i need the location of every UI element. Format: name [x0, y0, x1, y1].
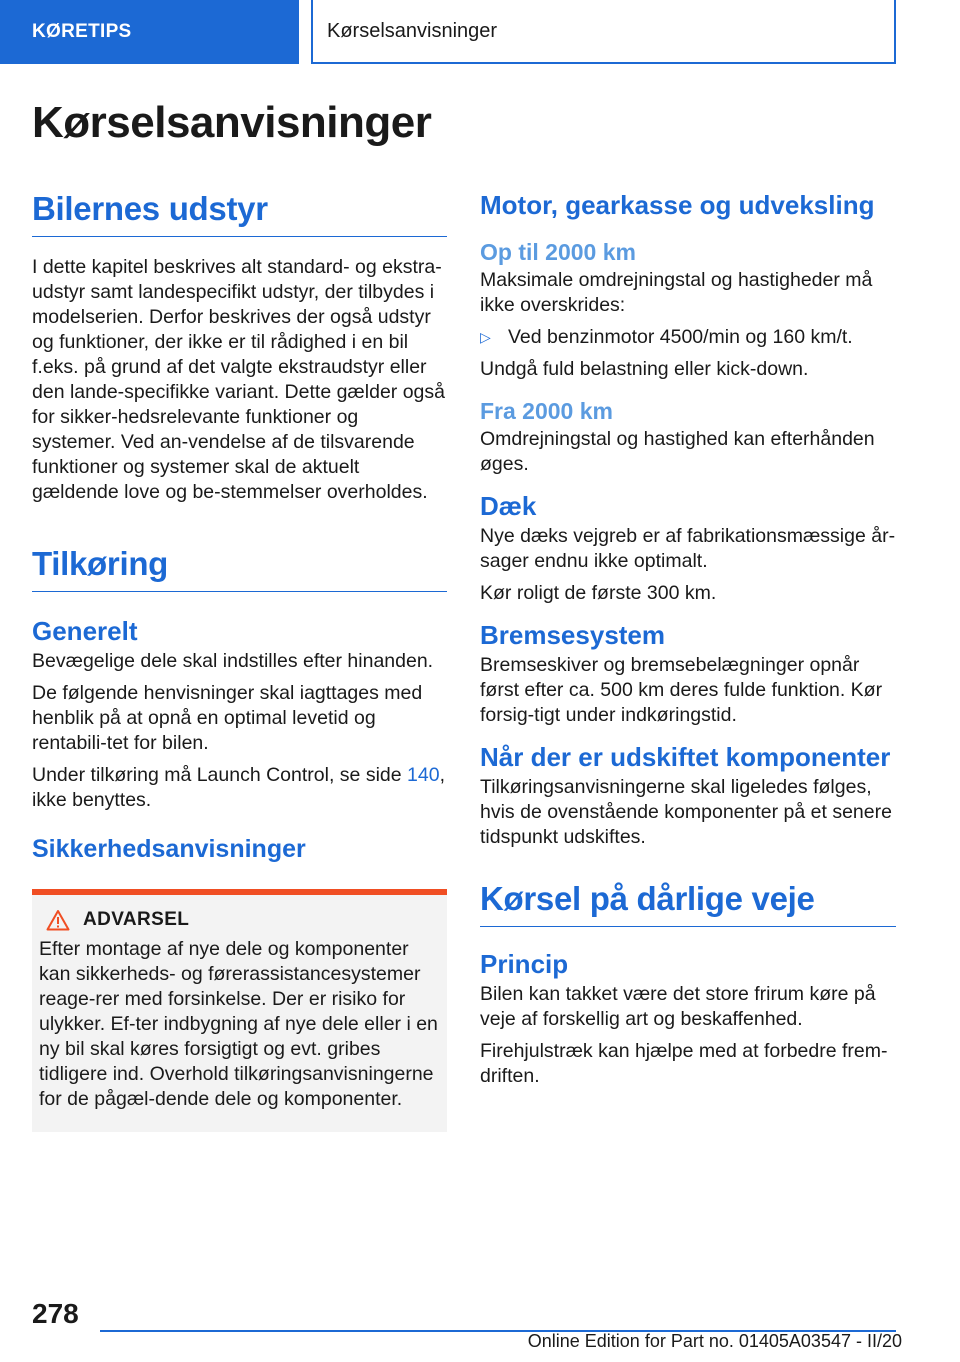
triangle-bullet-icon: ▷ [480, 329, 491, 345]
page-link-140[interactable]: 140 [407, 764, 440, 786]
warning-label: ADVARSEL [83, 909, 190, 930]
heading-motor: Motor, gearkasse og udveksling [480, 190, 875, 220]
heading-tilkoring: Tilkøring [32, 545, 447, 592]
heading-bremsesystem: Bremsesystem [480, 620, 666, 650]
warning-text: Efter montage af nye dele og komponenter kan sikkerheds- og førerassistancesystemer reage-rer med forsinkelse. Der er risiko for ulykker. Ef-ter indbygning af nye dele eller i en ny bil skal køres forsigtigt og evt. gribes tidligere ind. Overhold tilkøringsanvisningerne for de pågæl-dende dele og komponenter. [39, 938, 438, 1110]
generelt-text-2: De følgende henvisninger skal iagttages med henblik på at opnå en optimal levetid og rentabili-tet for bilen. [32, 682, 423, 754]
warning-header [39, 909, 439, 931]
warning-box [32, 889, 447, 1132]
bilernes-udstyr-text: I dette kapitel beskrives alt standard- og ekstra-udstyr samt landespecifikt udstyr, der tilbydes i modelserien. Derfor beskrives der også udstyr og funktioner, der ikke er til rådighed i en bil f.eks. på grund af det valgte ekstraudstyr eller den lande-specifikke variant. Dette gælder også for sikker-hedsrelevante funktioner og systemer. Ved an-vendelse af de tilsvarende funktioner og systemer skal de aktuelt gældende love og be-stemmelser overholdes. [32, 256, 445, 503]
op-til-text-2: Undgå fuld belastning eller kick-down. [480, 358, 809, 380]
page-title: Kørselsanvisninger [32, 98, 432, 147]
op-til-text-1: Maksimale omdrejningstal og hastigheder må ikke overskrides: [480, 269, 873, 316]
heading-generelt: Generelt [32, 616, 138, 646]
daek-text-2: Kør roligt de første 300 km. [480, 582, 717, 604]
list-item [480, 325, 896, 350]
heading-bilernes-udstyr: Bilernes udstyr [32, 190, 447, 237]
udskiftet-text-1: Tilkøringsanvisningerne skal ligeledes følges, hvis de ovenstående komponenter på et senere tidspunkt udskiftes. [480, 776, 892, 848]
heading-princip: Princip [480, 949, 569, 979]
fra-text-1: Omdrejningstal og hastighed kan efterhånden øges. [480, 428, 875, 475]
bullet-text: Ved benzinmotor 4500/min og 160 km/t. [508, 326, 853, 348]
header-chapter-label: Kørselsanvisninger [327, 19, 498, 42]
heading-udskiftet: Når der er udskiftet komponenter [480, 742, 891, 772]
heading-daek: Dæk [480, 491, 537, 521]
heading-sikkerhedsanvisninger: Sikkerhedsanvisninger [32, 835, 306, 863]
heading-daarlige-veje: Kørsel på dårlige veje [480, 880, 896, 927]
warning-content [32, 895, 447, 1132]
heading-op-til-2000: Op til 2000 km [480, 239, 636, 265]
princip-text-1: Bilen kan takket være det store frirum køre på veje af forskellig art og beskaffenhed. [480, 983, 876, 1030]
daek-text-1: Nye dæks vejgreb er af fabrikationsmæssige år-sager endnu ikke optimalt. [480, 525, 896, 572]
warning-triangle-icon [46, 909, 70, 931]
generelt-text-3: Under tilkøring må Launch Control, se side 140, ikke benyttes. [32, 764, 445, 811]
generelt-text-1: Bevægelige dele skal indstilles efter hinanden. [32, 650, 434, 672]
header-chapter-tab [311, 0, 896, 64]
header-section-label: KØRETIPS [32, 21, 132, 42]
princip-text-2: Firehjulstræk kan hjælpe med at forbedre frem-driften. [480, 1040, 888, 1087]
bremse-text-1: Bremseskiver og bremsebelægninger opnår først efter ca. 500 km deres fulde funktion. Kør forsig-tigt under indkøringstid. [480, 654, 883, 726]
footer-edition: Online Edition for Part no. 01405A03547 - II/20 [527, 1331, 902, 1351]
heading-fra-2000: Fra 2000 km [480, 398, 613, 424]
right-column [480, 190, 896, 1089]
page-number: 278 [32, 1298, 79, 1329]
header-section-tab[interactable] [0, 0, 299, 64]
left-column [32, 190, 447, 1132]
